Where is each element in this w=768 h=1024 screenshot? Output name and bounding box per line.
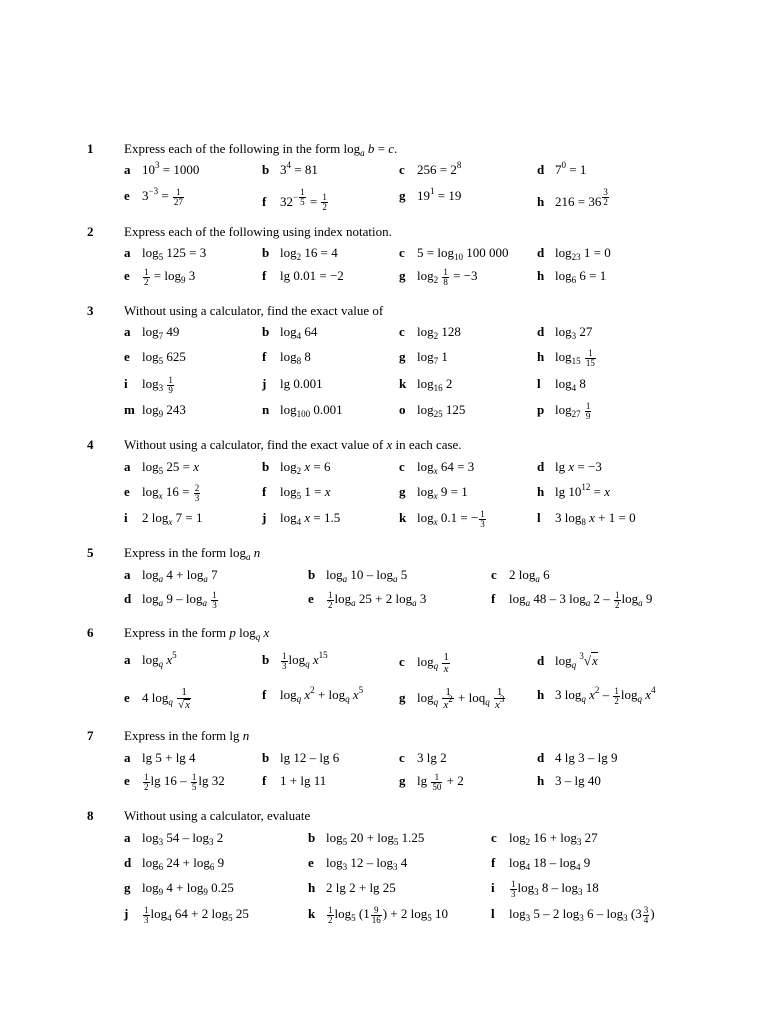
item-expression: $\log_3$ $\frac{1}{9}$ (142, 375, 173, 395)
item-1e: e $3^{-3}$ = $\frac{1}{27}$ (124, 186, 183, 207)
item-expression: $\lg 10^{12} = x$ (555, 482, 610, 499)
question-number: 3 (87, 303, 94, 318)
item-expression: 2 $\log_a 6$ (509, 567, 550, 584)
item-2c: c $5 = \log_{10} 100$ 000 (399, 245, 509, 262)
item-3l: l $\log_4 8$ (537, 376, 586, 393)
item-expression: $\frac{1}{3}$ $\log_4 64 + 2$ $\log_5 25$ (144, 905, 249, 925)
item-1d: d $7^0 = 1$ (537, 160, 587, 177)
item-8b: b $\log_5 20 + \log_5 1.25$ (308, 830, 425, 847)
item-8l: l $\log_3 5 - 2$ $\log_3 6 - \log_3 (3$ $\frac{3}{4}$ ) (491, 905, 655, 925)
item-7h: h 3 – lg 40 (537, 773, 601, 788)
item-7b: b lg 12 – lg 6 (262, 750, 340, 765)
item-8d: d $\log_6 24 + \log_6 9$ (124, 855, 225, 872)
item-1g: g $19^1 = 19$ (399, 186, 462, 203)
item-expression: 2 $\log_x 7 = 1$ (142, 510, 203, 527)
item-1a: a $10^3 = 1000$ (124, 160, 200, 177)
item-expression: $\log_4 64$ (280, 324, 318, 341)
item-4e: e $\log_x 16$ = $\frac{2}{3}$ (124, 483, 200, 503)
item-5d: d $\log_a 9 - \log_a$ $\frac{1}{3}$ (124, 590, 217, 610)
item-8g: g $\log_9 4 + \log_9 0.25$ (124, 880, 234, 897)
item-expression: $\log_a 48 - 3$ $\log_a 2$ – $\frac{1}{2}$ $\log_a 9$ (509, 590, 653, 610)
item-expression: $\log_a 4 + \log_a 7$ (142, 567, 218, 584)
item-3o: o $\log_{25} 125$ (399, 402, 466, 419)
item-expression: $\log_2 16 = 4$ (280, 245, 338, 262)
item-expression: $32^{- \frac{1}{5}}$ = $\frac{1}{2}$ (280, 187, 327, 213)
item-3h: h $\log_{15}$ $\frac{1}{15}$ (537, 348, 595, 368)
item-expression: $\log_7 1$ (417, 349, 448, 366)
question-prompt: Express in the form lg n (124, 728, 250, 743)
item-8j: j $\frac{1}{3}$ $\log_4 64 + 2$ $\log_5 25$ (124, 905, 249, 925)
item-expression: $\log_x 0.1$ = − $\frac{1}{3}$ (417, 509, 485, 529)
item-4j: j $\log_4 x = 1.5$ (262, 510, 341, 527)
item-expression: $\log_x 16$ = $\frac{2}{3}$ (142, 483, 200, 503)
item-3d: d $\log_3 27$ (537, 324, 593, 341)
item-8c: c $\log_2 16 + \log_3 27$ (491, 830, 598, 847)
item-3b: b $\log_4 64$ (262, 324, 318, 341)
item-expression: $\log_2 16 + \log_3 27$ (509, 830, 598, 847)
question-number: 8 (87, 808, 94, 823)
item-4h: h $\lg 10^{12} = x$ (537, 482, 610, 499)
item-expression: $\frac{1}{2}$ $\log_5 (1$ $\frac{9}{16}$ ) + 2 $\log_5 10$ (328, 905, 448, 925)
item-3c: c $\log_2 128$ (399, 324, 461, 341)
item-8h: h 2 lg 2 + lg 25 (308, 880, 396, 895)
item-3i: i $\log_3$ $\frac{1}{9}$ (124, 375, 173, 395)
item-6h: h 3 $\log_q x^2$ – $\frac{1}{2}$ $\log_q x^4$ (537, 685, 656, 706)
item-1c: c $256 = 2^8$ (399, 160, 462, 177)
item-expression: 4 $\log_q$ $\frac{1}{√x}$ (142, 686, 191, 711)
item-expression: $\log_9 4 + \log_9 0.25$ (142, 880, 234, 897)
item-expression: $\log_{16} 2$ (417, 376, 453, 393)
item-expression: $\log_6 6 = 1$ (555, 268, 607, 285)
item-5b: b $\log_a 10 - \log_a 5$ (308, 567, 408, 584)
question-prompt: Without using a calculator, find the exact value of x in each case. (124, 437, 462, 452)
item-2d: d $\log_{23} 1 = 0$ (537, 245, 611, 262)
question-number: 5 (87, 545, 94, 560)
item-expression: $5 = \log_{10} 100$ 000 (417, 245, 509, 262)
item-3k: k $\log_{16} 2$ (399, 376, 453, 393)
item-expression: $\log_4 18 - \log_4 9$ (509, 855, 591, 872)
item-expression: $\log_5 25 = x$ (142, 459, 199, 476)
item-7g: g lg $\frac{1}{50}$ + 2 (399, 772, 464, 792)
item-expression: $\frac{1}{2}$ lg 16 – $\frac{1}{5}$ lg 32 (144, 772, 225, 792)
item-expression: $19^1 = 19$ (417, 186, 462, 203)
item-4i: i 2 $\log_x 7 = 1$ (124, 510, 203, 527)
item-expression: $\log_{27}$ $\frac{1}{9}$ (555, 401, 591, 421)
item-6b: b $\frac{1}{3}$ $\log_q x^{15}$ (262, 650, 328, 671)
item-2g: g $\log_2$ $\frac{1}{8}$ = −3 (399, 267, 478, 287)
item-8a: a $\log_3 54 - \log_3 2$ (124, 830, 224, 847)
item-expression: $\log_3 5 - 2$ $\log_3 6 - \log_3 (3$ $\frac{3}{4}$ ) (509, 905, 655, 925)
question-number: 4 (87, 437, 94, 452)
item-3p: p $\log_{27}$ $\frac{1}{9}$ (537, 401, 591, 421)
item-4b: b $\log_2 x = 6$ (262, 459, 331, 476)
item-expression: $\log_7 49$ (142, 324, 180, 341)
item-7e: e $\frac{1}{2}$ lg 16 – $\frac{1}{5}$ lg 32 (124, 772, 225, 792)
item-7a: a lg 5 + lg 4 (124, 750, 196, 765)
item-2a: a $\log_5 125 = 3$ (124, 245, 207, 262)
item-expression: $\frac{1}{3}$ $\log_q x^{15}$ (282, 650, 328, 671)
question-number: 2 (87, 224, 94, 239)
item-3m: m $\log_9 243$ (124, 402, 186, 419)
item-expression: $\log_q x^2 + \log_q x^5$ (280, 685, 364, 704)
question-prompt: Without using a calculator, evaluate (124, 808, 311, 823)
item-expression: $256 = 2^8$ (417, 160, 462, 177)
question-prompt: Without using a calculator, find the exact value of (124, 303, 384, 318)
question-number: 6 (87, 625, 94, 640)
question-prompt: Express in the form p $\log_q x$ (124, 625, 270, 642)
item-expression: $\log_q x^5$ (142, 650, 177, 669)
item-expression: $\log_q ^3√x$ (555, 651, 598, 670)
item-8e: e $\log_3 12 - \log_3 4$ (308, 855, 408, 872)
item-expression: $\log_2 x = 6$ (280, 459, 331, 476)
item-expression: lg 12 – lg 6 (280, 750, 340, 765)
item-expression: 3 $\log_q x^2$ – $\frac{1}{2}$ $\log_q x^4$ (555, 685, 656, 706)
item-3a: a $\log_7 49$ (124, 324, 180, 341)
item-expression: lg 0.001 (280, 376, 323, 391)
item-8f: f $\log_4 18 - \log_4 9$ (491, 855, 591, 872)
item-expression: 3 – lg 40 (555, 773, 601, 788)
item-expression: $\log_4 x = 1.5$ (280, 510, 341, 527)
item-7f: f 1 + lg 11 (262, 773, 327, 788)
item-expression: $\log_3 12 - \log_3 4$ (326, 855, 408, 872)
item-4k: k $\log_x 0.1$ = − $\frac{1}{3}$ (399, 509, 485, 529)
item-expression: $10^3 = 1000$ (142, 160, 200, 177)
item-expression: $\log_2$ $\frac{1}{8}$ = −3 (417, 267, 478, 287)
item-expression: $\log_4 8$ (555, 376, 586, 393)
item-1b: b $3^4 = 81$ (262, 160, 318, 177)
item-5e: e $\frac{1}{2}$ $\log_a 25 + 2$ $\log_a 3$ (308, 590, 427, 610)
item-expression: $\log_{25} 125$ (417, 402, 466, 419)
item-1f: f $32^{- \frac{1}{5}}$ = $\frac{1}{2}$ (262, 187, 327, 213)
item-expression: $\log_5 125 = 3$ (142, 245, 207, 262)
item-expression: lg $\frac{1}{50}$ + 2 (417, 772, 464, 792)
item-expression: $\log_3 27$ (555, 324, 593, 341)
item-3g: g $\log_7 1$ (399, 349, 448, 366)
item-expression: $\log_x 64 = 3$ (417, 459, 475, 476)
item-6g: g $\log_q$ $\frac{1}{x^2}$ + loq$_q$ $\frac{1}{x^3}$ (399, 686, 505, 711)
item-expression: $\log_2 128$ (417, 324, 461, 341)
item-expression: $\log_a 9 - \log_a$ $\frac{1}{3}$ (142, 590, 217, 610)
item-4g: g $\log_x 9 = 1$ (399, 484, 468, 501)
item-expression: lg x = −3 (555, 459, 602, 474)
item-6a: a $\log_q x^5$ (124, 650, 177, 669)
item-expression: $\log_{100} 0.001$ (280, 402, 343, 419)
item-expression: $7^0 = 1$ (555, 160, 587, 177)
item-expression: $\frac{1}{3}$ $\log_3 8 - \log_3 18$ (511, 879, 599, 899)
item-3f: f $\log_8 8$ (262, 349, 311, 366)
item-3j: j lg 0.001 (262, 376, 323, 391)
item-expression: $\frac{1}{2}$ = $\log_9 3$ (144, 267, 196, 287)
item-expression: $\log_5 1 = x$ (280, 484, 331, 501)
item-expression: lg 0.01 = −2 (280, 268, 344, 283)
item-8k: k $\frac{1}{2}$ $\log_5 (1$ $\frac{9}{16}$ ) + 2 $\log_5 10$ (308, 905, 448, 925)
item-2b: b $\log_2 16 = 4$ (262, 245, 338, 262)
question-prompt: Express each of the following using index notation. (124, 224, 392, 239)
item-4a: a $\log_5 25 = x$ (124, 459, 199, 476)
question-prompt: Express each of the following in the form $\log_a b = c$. (124, 141, 398, 158)
item-6c: c $\log_q$ $\frac{1}{x}$ (399, 651, 449, 675)
item-4d: d lg x = −3 (537, 459, 602, 474)
item-3n: n $\log_{100} 0.001$ (262, 402, 343, 419)
question-prompt: Express in the form $\log_a n$ (124, 545, 261, 562)
item-2f: f lg 0.01 = −2 (262, 268, 344, 283)
item-4l: l 3 $\log_8 x + 1 = 0$ (537, 510, 636, 527)
item-expression: $\log_q$ $\frac{1}{x}$ (417, 651, 449, 675)
item-4f: f $\log_5 1 = x$ (262, 484, 331, 501)
item-expression: $\log_6 24 + \log_6 9$ (142, 855, 225, 872)
item-expression: $\log_9 243$ (142, 402, 186, 419)
item-2h: h $\log_6 6 = 1$ (537, 268, 607, 285)
item-5a: a $\log_a 4 + \log_a 7$ (124, 567, 218, 584)
item-1h: h 216 = 36 $^{\frac{3}{2}}$ (537, 187, 608, 209)
item-expression: $\log_5 20 + \log_5 1.25$ (326, 830, 425, 847)
question-number: 1 (87, 141, 94, 156)
question-number: 7 (87, 728, 94, 743)
item-6f: f $\log_q x^2 + \log_q x^5$ (262, 685, 364, 704)
item-expression: $\log_a 10 - \log_a 5$ (326, 567, 408, 584)
item-expression: $\log_x 9 = 1$ (417, 484, 468, 501)
item-expression: $3^{-3}$ = $\frac{1}{27}$ (142, 186, 183, 207)
item-6d: d $\log_q ^3√x$ (537, 651, 598, 670)
item-7c: c 3 lg 2 (399, 750, 447, 765)
item-4c: c $\log_x 64 = 3$ (399, 459, 475, 476)
item-expression: 4 lg 3 – lg 9 (555, 750, 618, 765)
item-6e: e 4 $\log_q$ $\frac{1}{√x}$ (124, 686, 191, 711)
item-5f: f $\log_a 48 - 3$ $\log_a 2$ – $\frac{1}{2}$ $\log_a 9$ (491, 590, 653, 610)
item-expression: $\frac{1}{2}$ $\log_a 25 + 2$ $\log_a 3$ (328, 590, 427, 610)
item-7d: d 4 lg 3 – lg 9 (537, 750, 618, 765)
item-expression: 216 = 36 $^{\frac{3}{2}}$ (555, 187, 608, 209)
item-expression: 1 + lg 11 (280, 773, 327, 788)
item-expression: $3^4 = 81$ (280, 160, 318, 177)
item-8i: i $\frac{1}{3}$ $\log_3 8 - \log_3 18$ (491, 879, 599, 899)
item-expression: 3 lg 2 (417, 750, 447, 765)
item-expression: $\log_q$ $\frac{1}{x^2}$ + loq$_q$ $\frac{1}{x^3}$ (417, 686, 505, 711)
item-5c: c 2 $\log_a 6$ (491, 567, 550, 584)
item-expression: 3 $\log_8 x + 1 = 0$ (555, 510, 636, 527)
item-expression: $\log_{15}$ $\frac{1}{15}$ (555, 348, 595, 368)
item-expression: 2 lg 2 + lg 25 (326, 880, 396, 895)
item-expression: $\log_8 8$ (280, 349, 311, 366)
item-expression: lg 5 + lg 4 (142, 750, 196, 765)
item-3e: e $\log_5 625$ (124, 349, 186, 366)
item-expression: $\log_{23} 1 = 0$ (555, 245, 611, 262)
item-expression: $\log_3 54 - \log_3 2$ (142, 830, 224, 847)
item-2e: e $\frac{1}{2}$ = $\log_9 3$ (124, 267, 196, 287)
item-expression: $\log_5 625$ (142, 349, 186, 366)
